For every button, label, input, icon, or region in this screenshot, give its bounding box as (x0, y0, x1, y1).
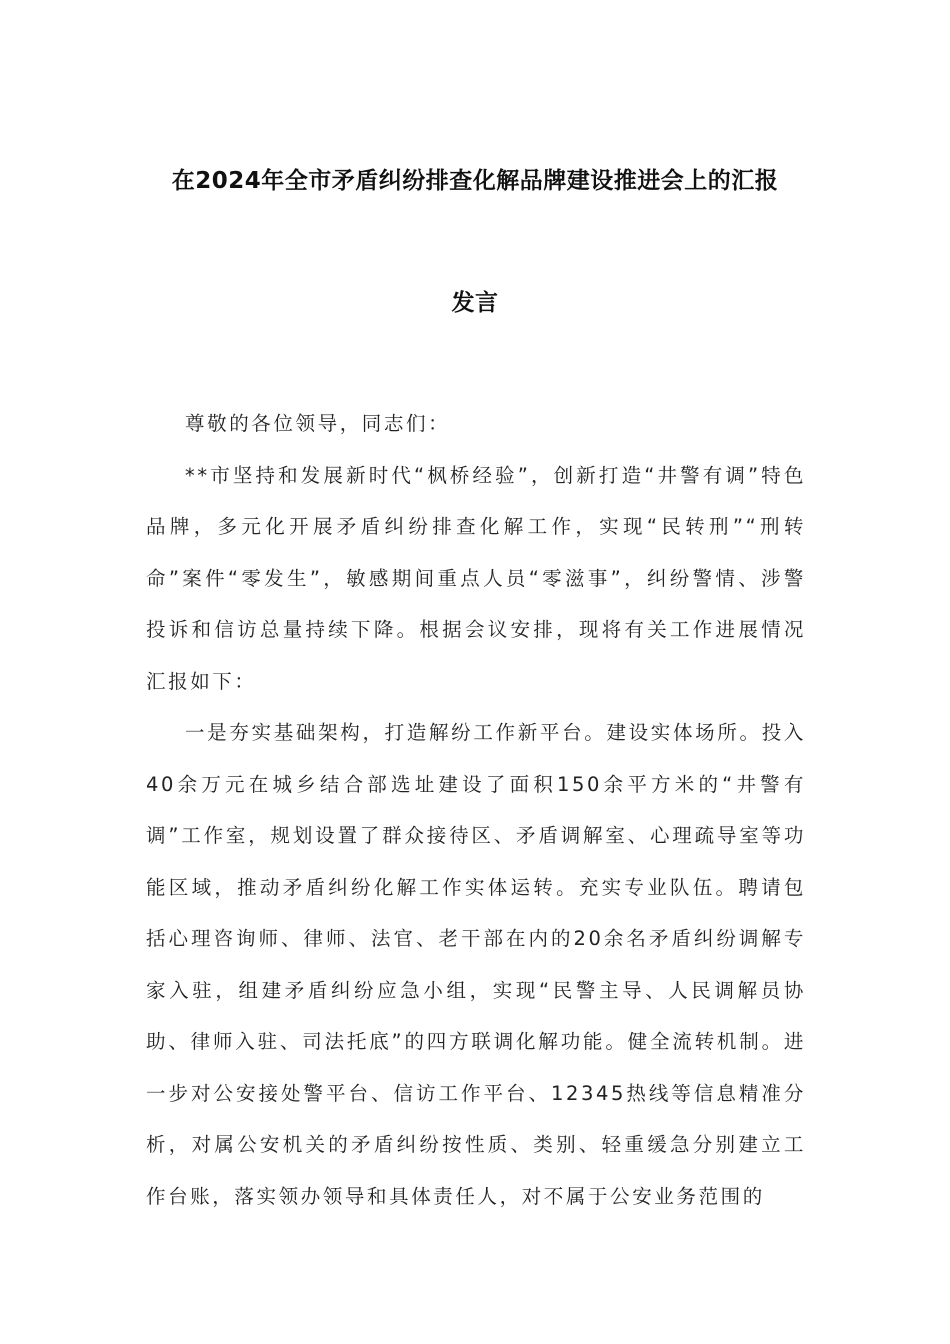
salutation: 尊敬的各位领导，同志们： (185, 412, 451, 435)
paragraph-intro: **市坚持和发展新时代“枫桥经验”，创新打造“井警有调”特色品牌，多元化开展矛盾纠纷排查化解工作，实现“民转刑”“刑转命”案件“零发生”，敏感期间重点人员“零滋事”，纠纷警情、涉警投诉和信访总量持续下降。根据会议安排，现将有关工作进展情况汇报如下： (146, 463, 806, 693)
document-title-line-1: 在2024年全市矛盾纠纷排查化解品牌建设推进会上的汇报 (171, 168, 779, 194)
paragraph-section-one: 一是夯实基础架构，打造解纷工作新平台。建设实体场所。投入40余万元在城乡结合部选址建设了面积150余平方米的“井警有调”工作室，规划设置了群众接待区、矛盾调解室、心理疏导室等功能区域，推动矛盾纠纷化解工作实体运转。充实专业队伍。聘请包括心理咨询师、律师、法官、老干部在内的20余名矛盾纠纷调解专家入驻，组建矛盾纠纷应急小组，实现“民警主导、人民调解员协助、律师入驻、司法托底”的四方联调化解功能。健全流转机制。进一步对公安接处警平台、信访工作平台、12345热线等信息精准分析，对属公安机关的矛盾纠纷按性质、类别、轻重缓急分别建立工作台账，落实领办领导和具体责任人，对不属于公安业务范围的 (146, 721, 806, 1208)
document-body (146, 398, 806, 1222)
document-title-line-2: 发言 (451, 290, 499, 316)
